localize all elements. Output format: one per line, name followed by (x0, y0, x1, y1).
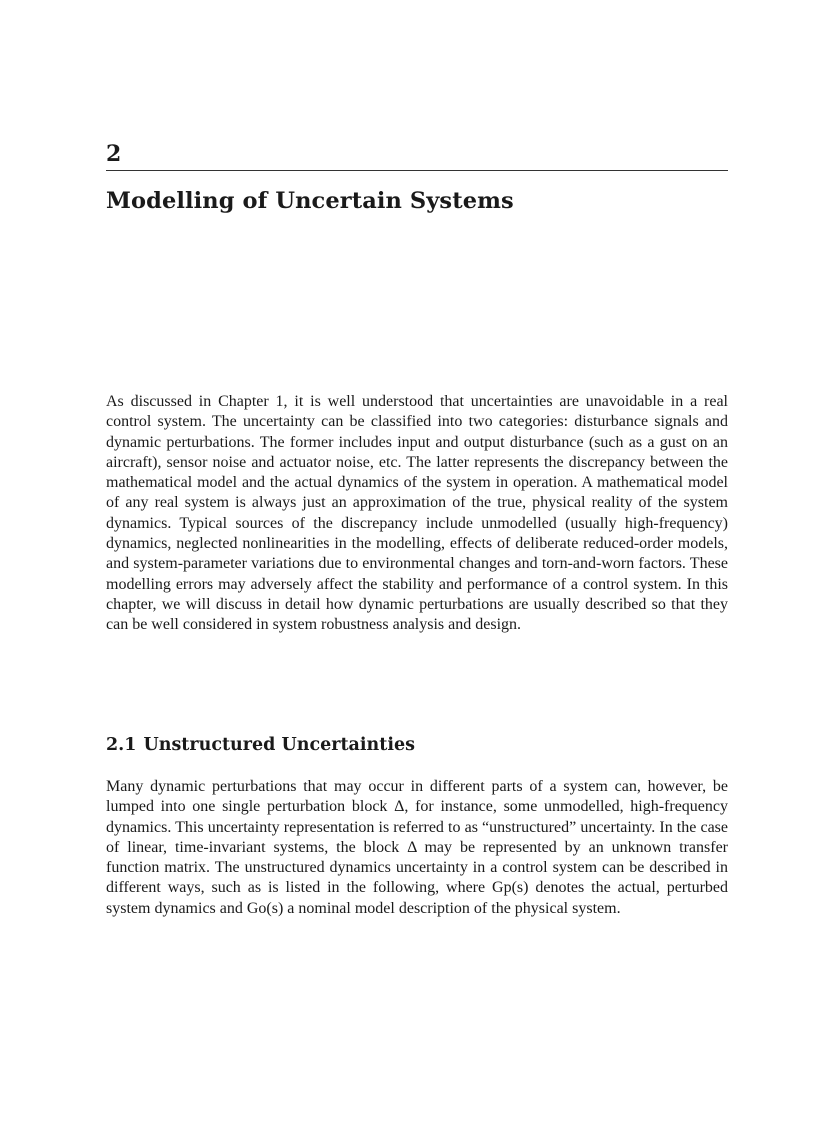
chapter-title: Modelling of Uncertain Systems (106, 188, 514, 214)
section-heading (106, 733, 415, 757)
section-paragraph: Many dynamic perturbations that may occur in different parts of a system can, however, be lumped into one single perturbation block Δ, for instance, some unmodelled, high-frequency dynamics. This uncertainty representation is referred to as “unstructured” uncertainty. In the case of linear, time-invariant systems, the block Δ may be represented by an unknown transfer function matrix. The unstructured dynamics uncertainty in a control system can be described in different ways, such as is listed in the following, where Gp(s) denotes the actual, perturbed system dynamics and Go(s) a nominal model description of the physical system. (106, 778, 728, 917)
section-number: 2.1 (106, 735, 137, 755)
chapter-rule (106, 170, 728, 171)
intro-paragraph: As discussed in Chapter 1, it is well understood that uncertainties are unavoidable in a real control system. The uncertainty can be classified into two categories: disturbance signals and dynamic perturbations. The former includes input and output disturbance (such as a gust on an aircraft), sensor noise and actuator noise, etc. The latter represents the discrepancy between the mathematical model and the actual dynamics of the system in operation. A mathematical model of any real system is always just an approximation of the true, physical reality of the system dynamics. Typical sources of the discrepancy include unmodelled (usually high-frequency) dynamics, neglected nonlinearities in the modelling, effects of deliberate reduced-order models, and system-parameter variations due to environmental changes and torn-and-worn factors. These modelling errors may adversely affect the stability and performance of a control system. In this chapter, we will discuss in detail how dynamic perturbations are usually described so that they can be well considered in system robustness analysis and design. (106, 393, 728, 634)
chapter-number: 2 (106, 141, 122, 167)
section-title: Unstructured Uncertainties (143, 735, 415, 755)
